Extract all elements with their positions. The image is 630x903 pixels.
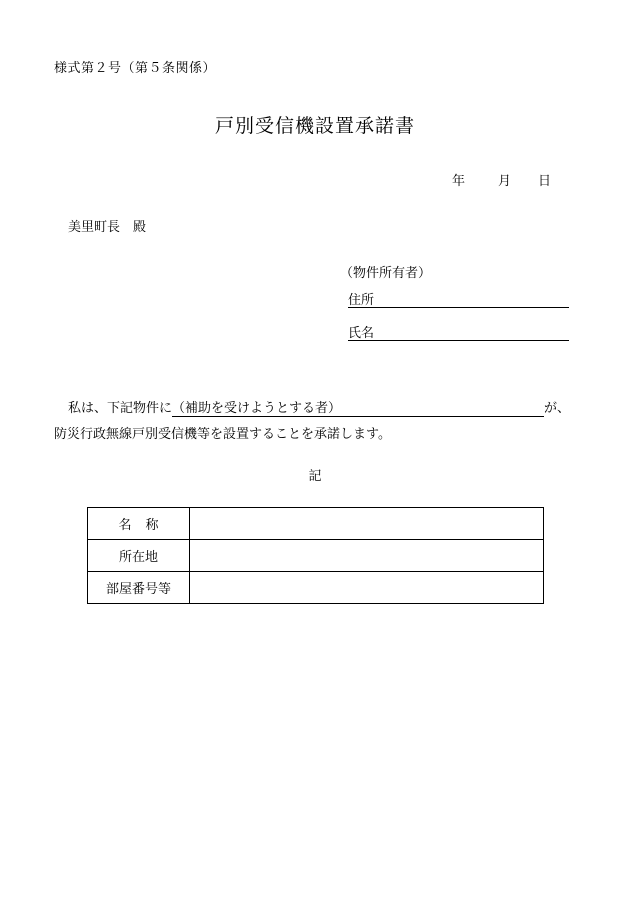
date-day-label: 日 bbox=[538, 174, 552, 189]
table-value-cell[interactable] bbox=[190, 540, 544, 572]
document-title: 戸別受信機設置承諾書 bbox=[214, 115, 415, 137]
table-row bbox=[88, 540, 544, 572]
table-label-cell bbox=[88, 508, 190, 540]
table-value-cell[interactable] bbox=[190, 508, 544, 540]
row-label-room: 部屋番号等 bbox=[105, 582, 171, 597]
applicant-placeholder: （補助を受けようとする者） bbox=[172, 401, 342, 416]
form-number: 様式第２号（第５条関係） bbox=[54, 61, 217, 76]
row-label-location: 所在地 bbox=[118, 550, 158, 565]
addressee: 美里町長 殿 bbox=[68, 220, 147, 235]
property-table bbox=[87, 507, 544, 604]
consent-prefix: 私は、下記物件に bbox=[68, 401, 173, 416]
consent-line-1 bbox=[68, 397, 570, 417]
date-month-label: 月 bbox=[498, 174, 512, 189]
table-value-cell[interactable] bbox=[190, 572, 544, 604]
row-label-name: 名称 bbox=[118, 518, 173, 533]
table-row bbox=[88, 508, 544, 540]
owner-address-field[interactable] bbox=[348, 289, 569, 308]
ki-heading: 記 bbox=[308, 469, 322, 484]
owner-address-label: 住所 bbox=[348, 293, 375, 308]
table-row bbox=[88, 572, 544, 604]
owner-name-label: 氏名 bbox=[348, 326, 375, 341]
table-label-cell bbox=[88, 572, 190, 604]
consent-line-2: 防災行政無線戸別受信機等を設置することを承諾します。 bbox=[54, 427, 391, 442]
owner-name-field[interactable] bbox=[348, 322, 569, 341]
applicant-field[interactable] bbox=[172, 397, 544, 417]
table-label-cell bbox=[88, 540, 190, 572]
consent-suffix: が、 bbox=[544, 401, 571, 416]
date-line bbox=[452, 170, 551, 189]
date-year-label: 年 bbox=[452, 174, 466, 189]
owner-heading: （物件所有者） bbox=[340, 266, 432, 281]
